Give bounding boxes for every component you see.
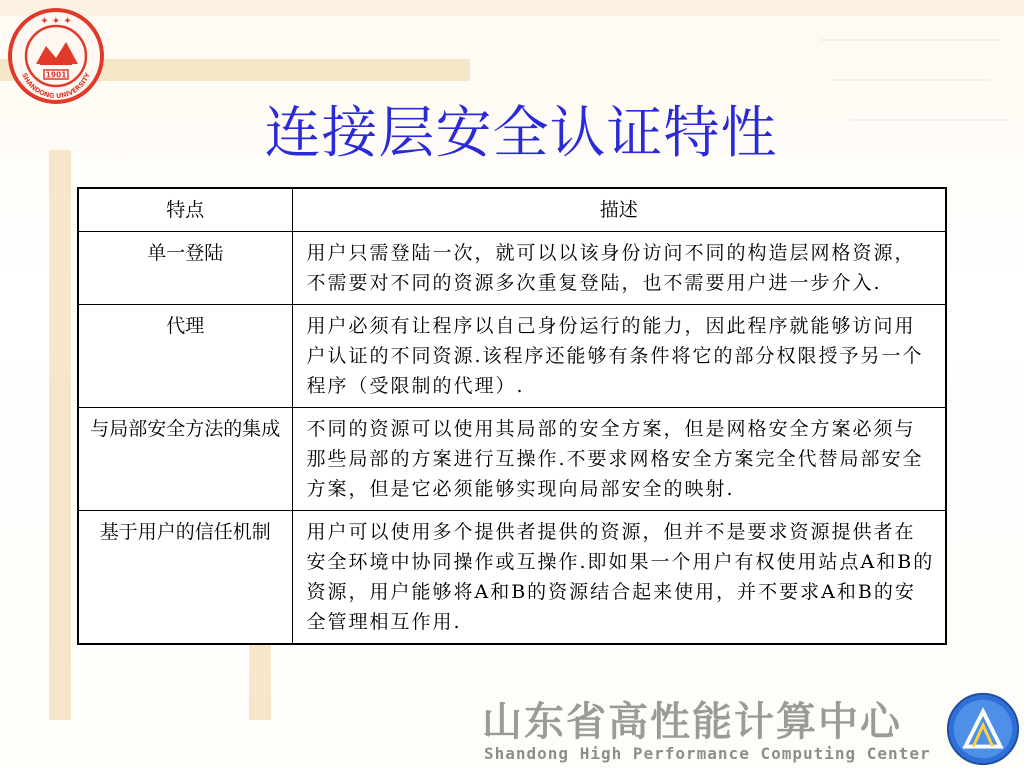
header-feature: 特点	[78, 188, 292, 232]
table-row	[78, 408, 946, 511]
logo-arc-text: SHANDONG UNIVERSITY	[20, 71, 92, 101]
features-table-container	[77, 187, 945, 645]
feature-cell: 代理	[78, 305, 292, 408]
feature-cell: 基于用户的信任机制	[78, 511, 292, 645]
footer-branding	[470, 700, 940, 764]
table-row	[78, 305, 946, 408]
footer-name-cn: 山东省高性能计算中心	[482, 699, 902, 745]
logo-year: 1901	[45, 70, 67, 80]
features-table	[77, 187, 947, 645]
description-cell: 不同的资源可以使用其局部的安全方案，但是网格安全方案必须与那些局部的方案进行互操作.不要求网格安全方案完全代替局部安全方案，但是它必须能够实现向局部安全的映射.	[292, 408, 946, 511]
footer-name-en: Shandong High Performance Computing Center	[484, 744, 931, 763]
slide-title: 连接层安全认证特性	[264, 101, 778, 166]
feature-cell: 与局部安全方法的集成	[78, 408, 292, 511]
description-cell: 用户可以使用多个提供者提供的资源，但并不是要求资源提供者在安全环境中协同操作或互操作.即如果一个用户有权使用站点A和B的资源，用户能够将A和B的资源结合起来使用，并不要求A和B的安全管理相互作用.	[292, 511, 946, 645]
university-logo	[6, 6, 106, 106]
table-row	[78, 511, 946, 645]
table-row	[78, 232, 946, 305]
svg-text:✦ ✦ ✦: ✦ ✦ ✦	[40, 16, 72, 27]
feature-cell: 单一登陆	[78, 232, 292, 305]
table-header-row	[78, 188, 946, 232]
description-cell: 用户必须有让程序以自己身份运行的能力，因此程序就能够访问用户认证的不同资源.该程序还能够有条件将它的部分权限授予另一个程序（受限制的代理）.	[292, 305, 946, 408]
computing-center-logo-icon	[944, 690, 1022, 768]
header-description: 描述	[292, 188, 946, 232]
description-cell: 用户只需登陆一次，就可以以该身份访问不同的构造层网格资源，不需要对不同的资源多次重复登陆，也不需要用户进一步介入.	[292, 232, 946, 305]
